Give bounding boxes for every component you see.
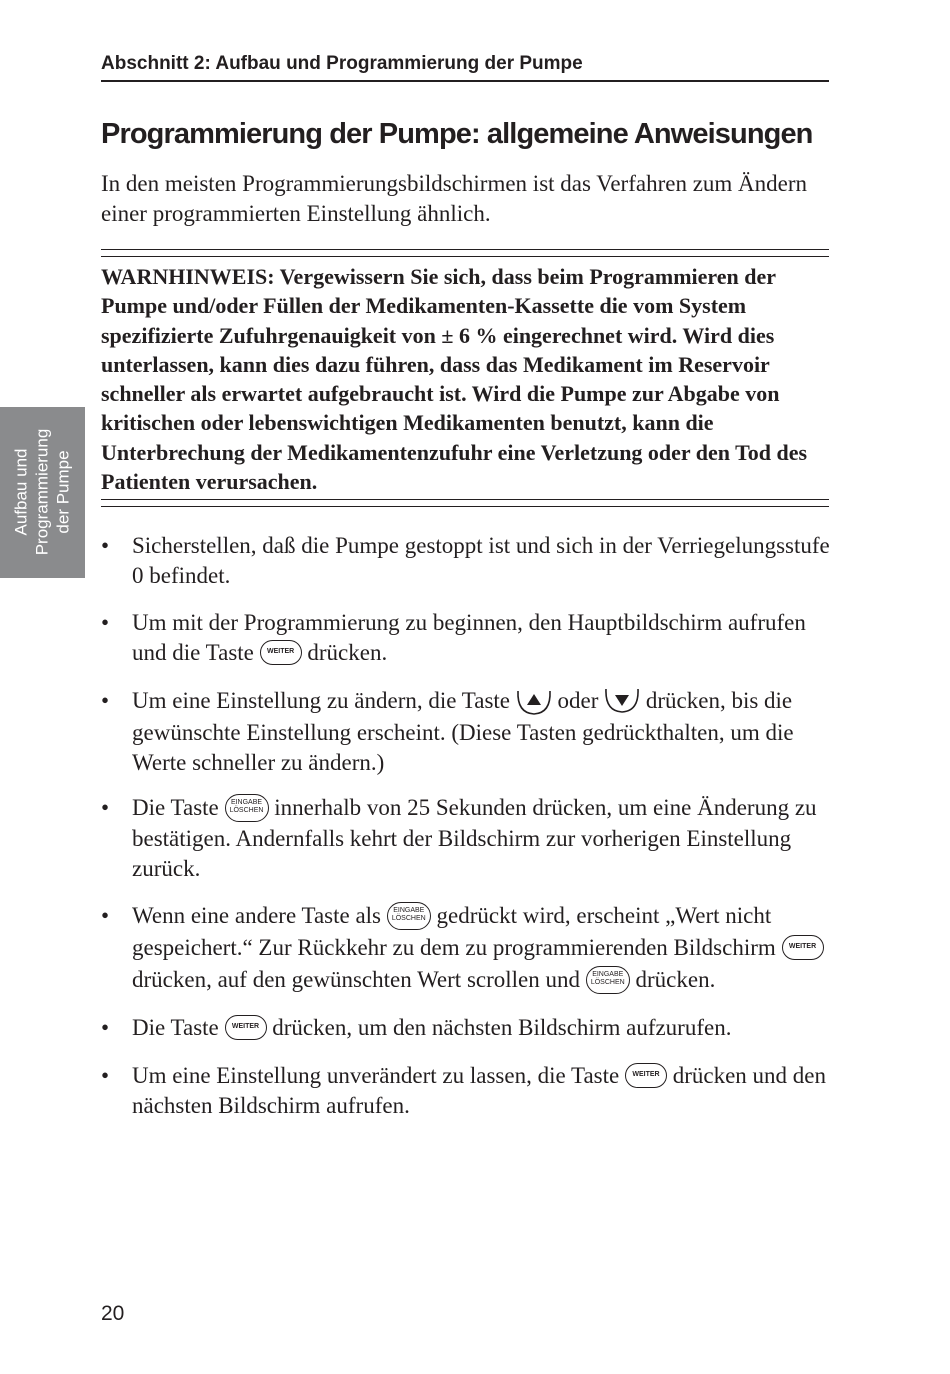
- side-tab-line: Programmierung: [32, 428, 52, 556]
- key-label-top: EINGABE: [230, 798, 263, 806]
- bullet-mark: •: [101, 795, 110, 820]
- list-item-text: [132, 1061, 841, 1121]
- warning-top-rule-2: [101, 256, 829, 257]
- list-item: [101, 686, 841, 778]
- text-segment: drücken, um den nächsten Bildschirm aufzurufen.: [266, 1015, 732, 1040]
- list-item: [101, 531, 841, 591]
- warning-text: WARNHINWEIS: Vergewissern Sie sich, dass beim Programmieren der Pumpe und/oder Füllen der Medikamenten-Kassette die vom System spezifizierte Zufuhrgenauigkeit von ± 6 % eingerechnet wird. Wird dies unterlassen, kann dies dazu führen, dass das Medikament im Reservoir schneller als erwartet aufgebraucht ist. Wird die Pumpe zur Abgabe von kritischen oder lebenswichtigen Medikamenten benutzt, kann die Unterbrechung der Medikamentenzufuhr eine Verletzung oder den Tod des Patienten verursachen.: [101, 264, 808, 495]
- list-item: [101, 900, 841, 996]
- weiter-key-icon: WEITER: [782, 935, 824, 960]
- weiter-key-icon: WEITER: [225, 1015, 267, 1040]
- side-tab-label: [11, 429, 74, 556]
- eingabe-loeschen-key-icon: [225, 794, 269, 822]
- text-segment: Die Taste: [132, 795, 225, 820]
- side-tab-line: der Pumpe: [53, 450, 73, 534]
- text-segment: drücken und den nächsten Bildschirm aufrufen.: [132, 1063, 827, 1118]
- eingabe-loeschen-key-icon: [586, 966, 630, 994]
- header-divider: [101, 80, 829, 82]
- bullet-mark: •: [101, 903, 110, 928]
- weiter-key-icon: WEITER: [625, 1063, 667, 1088]
- text-segment: oder: [551, 688, 605, 713]
- list-item: [101, 608, 841, 668]
- text-segment: Sicherstellen, daß die Pumpe gestoppt ist und sich in der Verriegelungsstufe 0 befindet.: [132, 533, 830, 588]
- text-segment: Wenn eine andere Taste als: [132, 903, 387, 928]
- text-segment: drücken.: [629, 967, 716, 992]
- list-item-text: [132, 608, 841, 668]
- text-segment: drücken, bis die gewünschte Einstellung erscheint. (Diese Tasten gedrückthalten, um die Werte schneller zu ändern.): [132, 688, 794, 775]
- bullet-mark: •: [101, 610, 110, 635]
- bullet-mark: •: [101, 688, 110, 713]
- list-item-text: [132, 1013, 841, 1043]
- text-segment: Um eine Einstellung zu ändern, die Taste: [132, 688, 516, 713]
- list-item-text: [132, 900, 841, 996]
- bullet-mark: •: [101, 1015, 110, 1040]
- bullet-mark: •: [101, 1063, 110, 1088]
- text-segment: Um mit der Programmierung zu beginnen, den Hauptbildschirm aufrufen und die Taste: [132, 610, 806, 665]
- list-item-text: [132, 686, 841, 778]
- intro-paragraph: In den meisten Programmierungsbildschirmen ist das Verfahren zum Ändern einer programmierten Einstellung ähnlich.: [101, 171, 808, 226]
- list-item: [101, 1013, 841, 1043]
- page-number: 20: [101, 1302, 125, 1325]
- list-item: [101, 1061, 841, 1121]
- page-title: Programmierung der Pumpe: allgemeine Anweisungen: [101, 118, 813, 150]
- warning-top-rule-1: [101, 249, 829, 250]
- text-segment: drücken.: [301, 640, 388, 665]
- bullet-mark: •: [101, 533, 110, 558]
- down-arrow-key-icon: [604, 686, 640, 716]
- key-label-bottom: LÖSCHEN: [590, 978, 625, 986]
- text-segment: innerhalb von 25 Sekunden drücken, um eine Änderung zu bestätigen. Andernfalls kehrt der Bildschirm zur vorherigen Einstellung zurück.: [132, 795, 817, 881]
- key-label-top: EINGABE: [592, 970, 624, 978]
- eingabe-loeschen-key-icon: [387, 902, 431, 930]
- warning-bottom-rule-2: [101, 506, 829, 507]
- side-tab-line: Aufbau und: [11, 448, 31, 536]
- section-header: Abschnitt 2: Aufbau und Programmierung der Pumpe: [101, 53, 583, 74]
- side-tab: [0, 407, 85, 578]
- list-item-text: [132, 793, 841, 884]
- text-segment: Um eine Einstellung unverändert zu lassen, die Taste: [132, 1063, 625, 1088]
- list-item-text: [132, 531, 841, 591]
- text-segment: drücken, auf den gewünschten Wert scrollen und: [132, 967, 586, 992]
- text-segment: gedrückt wird, erscheint „Wert nicht gespeichert.“ Zur Rückkehr zu dem zu programmierenden Bildschirm: [132, 903, 782, 960]
- weiter-key-icon: WEITER: [260, 640, 302, 665]
- text-segment: Die Taste: [132, 1015, 225, 1040]
- list-item: [101, 793, 841, 884]
- up-arrow-key-icon: [516, 686, 552, 716]
- key-label-bottom: LÖSCHEN: [229, 806, 264, 814]
- warning-bottom-rule-1: [101, 499, 829, 500]
- key-label-bottom: LÖSCHEN: [391, 914, 426, 922]
- key-label-top: EINGABE: [393, 906, 425, 914]
